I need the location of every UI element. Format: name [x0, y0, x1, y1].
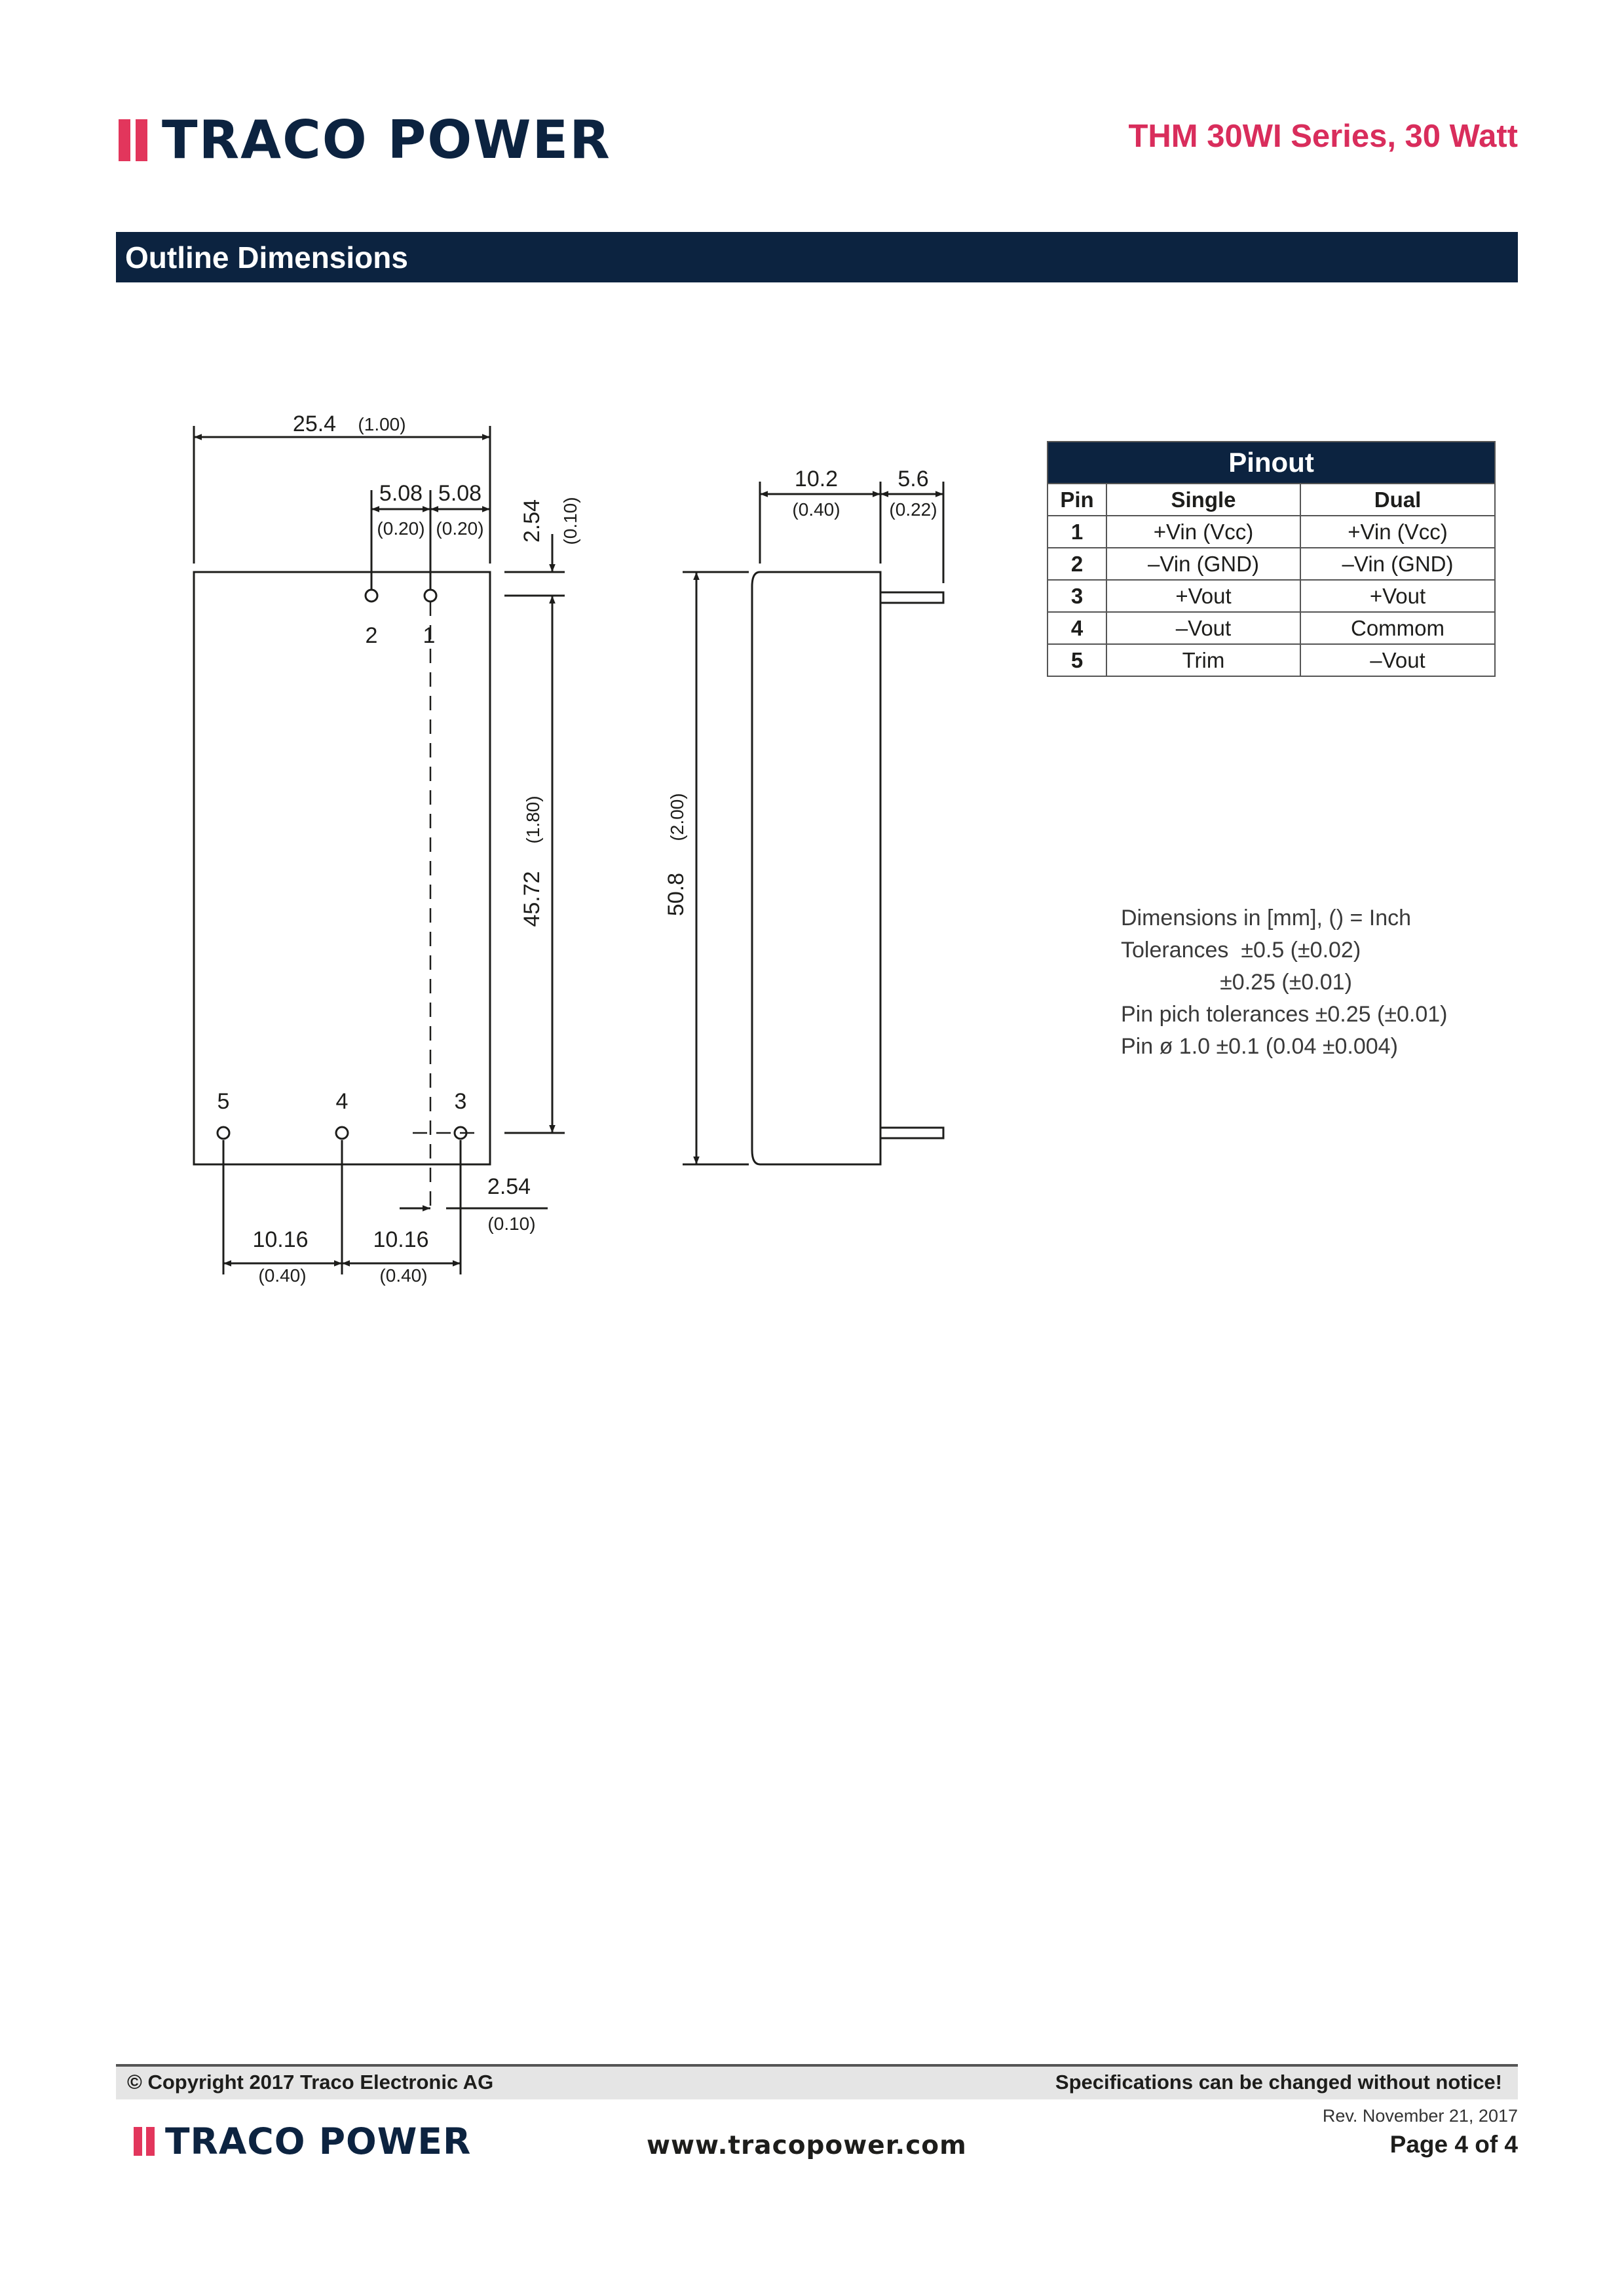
side-pin-top	[880, 592, 943, 603]
dim-pin-span-in: (1.80)	[523, 795, 543, 844]
dimension-notes	[1121, 902, 1447, 1063]
pinout-caption: Pinout	[1048, 442, 1495, 484]
dim-pitch-top-b-mm: 5.08	[438, 481, 482, 506]
table-row	[1048, 612, 1495, 644]
module-body-side	[752, 572, 880, 1164]
pin-number: 2	[1048, 548, 1106, 580]
pinout-header-row	[1048, 484, 1495, 516]
dim-pitch-bottom-a-in: (0.40)	[258, 1265, 307, 1286]
note-line: Dimensions in [mm], () = Inch	[1121, 906, 1412, 930]
dim-width-in: (1.00)	[358, 414, 406, 434]
footer-copyright: © Copyright 2017 Traco Electronic AG	[127, 2071, 494, 2094]
pinout-header-dual: Dual	[1300, 484, 1495, 516]
footer-page-number: Page 4 of 4	[1389, 2131, 1518, 2158]
dim-width-mm: 25.4	[292, 411, 337, 436]
pinout-header-pin: Pin	[1048, 484, 1106, 516]
dim-pin-length-mm: 5.6	[897, 467, 929, 491]
note-line: Pin pich tolerances ±0.25 (±0.01)	[1121, 1002, 1448, 1027]
outline-drawing	[0, 0, 983, 1350]
table-row	[1048, 516, 1495, 548]
note-line: ±0.25 (±0.01)	[1121, 970, 1352, 995]
dim-pitch-bottom-b-in: (0.40)	[379, 1265, 428, 1286]
dim-length-mm: 50.8	[664, 872, 689, 917]
pin-label-5: 5	[217, 1089, 230, 1114]
dim-side-offset-in: (0.10)	[487, 1214, 536, 1234]
dim-top-offset-in: (0.10)	[560, 497, 580, 545]
pin-dual: –Vin (GND)	[1300, 548, 1495, 580]
footer-notice: Specifications can be changed without notice!	[1055, 2071, 1502, 2094]
dim-pitch-bottom-a-mm: 10.16	[252, 1227, 309, 1252]
pin-label-4: 4	[335, 1089, 349, 1114]
pin-dual: +Vout	[1300, 580, 1495, 612]
pin-single: –Vout	[1106, 612, 1300, 644]
pin-single: +Vout	[1106, 580, 1300, 612]
dim-pin-span-mm: 45.72	[519, 871, 544, 927]
pin-single: +Vin (Vcc)	[1106, 516, 1300, 548]
note-line: Tolerances ±0.5 (±0.02)	[1121, 938, 1361, 963]
pinout-header-single: Single	[1106, 484, 1300, 516]
pin-label-3: 3	[454, 1089, 467, 1114]
footer-logo	[134, 2120, 472, 2162]
pin-1-marker	[425, 590, 436, 602]
pin-4-marker	[336, 1127, 348, 1139]
footer-brand-name: TRACO POWER	[165, 2120, 472, 2162]
pin-label-1: 1	[423, 623, 436, 648]
pin-number: 1	[1048, 516, 1106, 548]
dim-depth-mm: 10.2	[794, 467, 839, 491]
brand-name: TRACO POWER	[162, 109, 611, 170]
table-row	[1048, 580, 1495, 612]
pin-label-2: 2	[365, 623, 378, 648]
dim-top-offset-mm: 2.54	[519, 499, 544, 543]
table-row	[1048, 548, 1495, 580]
logo-bars-icon	[134, 2127, 155, 2156]
section-title: Outline Dimensions	[125, 240, 408, 275]
dim-pin-length-in: (0.22)	[889, 499, 937, 520]
footer-website-link[interactable]: www.tracopower.com	[647, 2131, 967, 2160]
side-pin-bottom	[880, 1128, 943, 1138]
dim-pitch-bottom-b-mm: 10.16	[373, 1227, 429, 1252]
dim-pitch-top-a-mm: 5.08	[379, 481, 423, 506]
pin-number: 5	[1048, 644, 1106, 676]
pin-dual: +Vin (Vcc)	[1300, 516, 1495, 548]
dim-pitch-top-b-in: (0.20)	[436, 518, 484, 539]
dim-side-offset-mm: 2.54	[487, 1174, 531, 1199]
footer-revision: Rev. November 21, 2017	[1322, 2106, 1518, 2126]
pinout-table	[1047, 441, 1496, 677]
dim-depth-in: (0.40)	[792, 499, 840, 520]
pin-dual: –Vout	[1300, 644, 1495, 676]
table-row	[1048, 644, 1495, 676]
pin-2-marker	[366, 590, 377, 602]
series-title: THM 30WI Series, 30 Watt	[1128, 119, 1518, 154]
module-body-front	[194, 572, 490, 1164]
pin-single: Trim	[1106, 644, 1300, 676]
pin-number: 3	[1048, 580, 1106, 612]
pin-dual: Commom	[1300, 612, 1495, 644]
pin-number: 4	[1048, 612, 1106, 644]
dim-length-in: (2.00)	[667, 793, 687, 841]
dim-pitch-top-a-in: (0.20)	[377, 518, 425, 539]
pin-single: –Vin (GND)	[1106, 548, 1300, 580]
pin-5-marker	[217, 1127, 229, 1139]
note-line: Pin ø 1.0 ±0.1 (0.04 ±0.004)	[1121, 1034, 1398, 1059]
